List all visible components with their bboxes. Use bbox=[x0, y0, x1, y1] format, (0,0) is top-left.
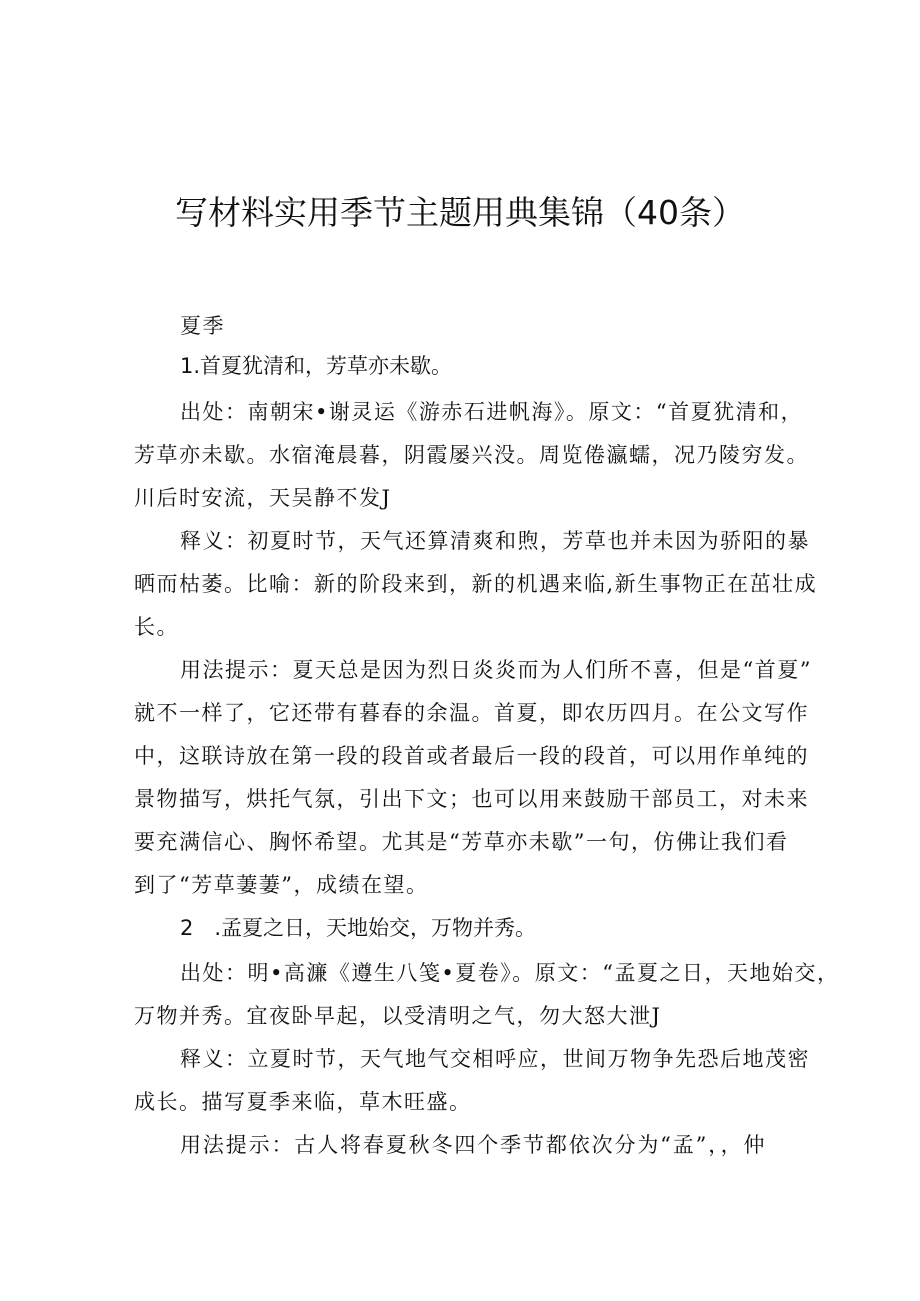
entry-usage-line: 用法提示：古人将春夏秋冬四个季节都依次分为“孟”，，仲 bbox=[180, 1133, 766, 1157]
entry-source-line: 芳草亦未歇。水宿淹晨暮，阴霞屡兴没。周览倦瀛蠕，况乃陵穷发。 bbox=[134, 443, 809, 467]
entry-meaning-line: 释义：初夏时节，天气还算清爽和煦，芳草也并未因为骄阳的暴 bbox=[180, 529, 810, 553]
entry-meaning-line: 长。 bbox=[134, 615, 179, 639]
entry-usage-line: 到了“芳草萋萋”，成绩在望。 bbox=[134, 873, 429, 897]
entry-usage-line: 景物描写，烘托气氛，引出下文；也可以用来鼓励干部员工，对未来 bbox=[134, 787, 809, 811]
entry-heading: 1.首夏犹清和，芳草亦未歇。 bbox=[180, 354, 453, 378]
entry-source-line: 万物并秀。宜夜卧早起，以受清明之气，勿大怒大泄J bbox=[134, 1004, 662, 1028]
entry-source-line: 川后时安流，天吴静不发J bbox=[134, 486, 392, 510]
entry-usage-line: 要充满信心、胸怀希望。尤其是“芳草亦未歇”一句，仿佛让我们看 bbox=[134, 830, 789, 854]
entry-heading: 2 .孟夏之日，天地始交，万物并秀。 bbox=[180, 916, 537, 940]
entry-meaning-line: 晒而枯萎。比喻：新的阶段来到，新的机遇来临,新生事物正在茁壮成 bbox=[134, 572, 818, 596]
entry-meaning-line: 成长。描写夏季来临，草木旺盛。 bbox=[134, 1090, 472, 1114]
entry-source-line: 出处：明•高濂《遵生八笺•夏卷》。原文：“孟夏之日，天地始交， bbox=[180, 961, 840, 985]
entry-usage-line: 用法提示：夏天总是因为烈日炎炎而为人们所不喜，但是“首夏” bbox=[180, 658, 812, 682]
entry-meaning-line: 释义：立夏时节，天气地气交相呼应，世间万物争先恐后地茂密 bbox=[180, 1047, 810, 1071]
entry-usage-line: 就不一样了，它还带有暮春的余温。首夏，即农历四月。在公文写作 bbox=[134, 701, 809, 725]
season-label: 夏季 bbox=[180, 314, 225, 338]
document-title: 写材料实用季节主题用典集锦（40条） bbox=[175, 193, 745, 232]
entry-source-line: 出处：南朝宋•谢灵运《游赤石进帆海》。原文：“首夏犹清和， bbox=[180, 400, 804, 424]
entry-usage-line: 中，这联诗放在第一段的段首或者最后一段的段首，可以用作单纯的 bbox=[134, 744, 809, 768]
